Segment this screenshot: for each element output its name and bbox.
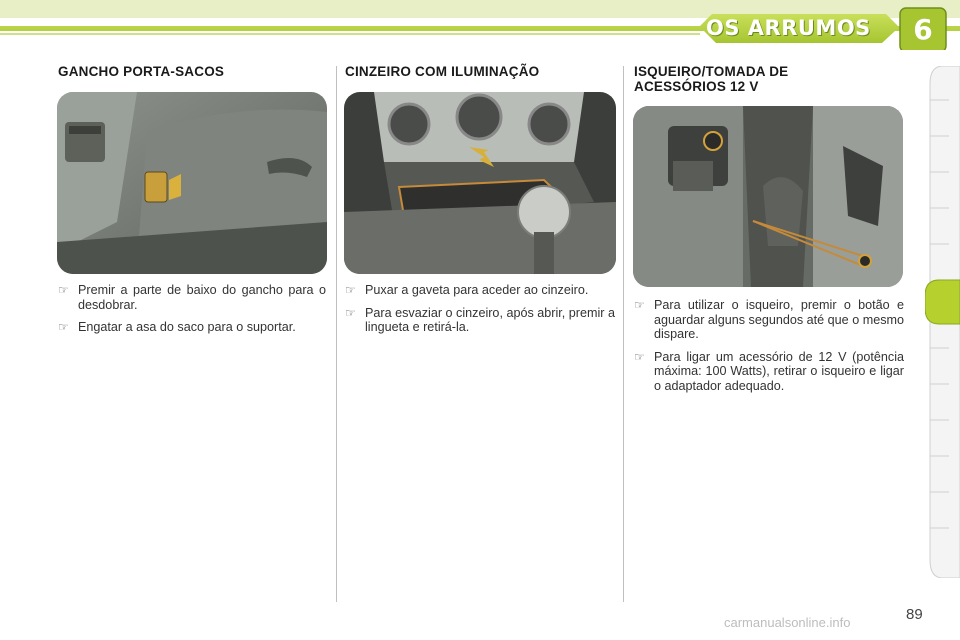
ashtray-photo <box>344 92 616 274</box>
page-number: 89 <box>906 606 923 623</box>
step-item: ☞ Puxar a gaveta para aceder ao cinzeiro. <box>345 283 589 297</box>
chapter-tabs <box>925 66 960 578</box>
step-item: ☞ Para ligar um acessório de 12 V (potência máxima: 100 Watts), retirar o isqueiro e ligar o adaptador adequado. <box>634 349 904 393</box>
pointing-hand-icon: ☞ <box>345 305 356 320</box>
lighter-steps <box>634 298 904 401</box>
ashtray-steps <box>345 283 615 343</box>
section-title-lighter: ISQUEIRO/TOMADA DE ACESSÓRIOS 12 V <box>634 64 789 94</box>
chapter-number: 6 <box>913 13 933 46</box>
bag-hook-steps <box>58 283 326 343</box>
page-title: OS ARRUMOS <box>706 16 871 40</box>
step-item: ☞ Premir a parte de baixo do gancho para o desdobrar. <box>58 283 326 312</box>
cigarette-lighter-photo <box>633 106 903 287</box>
step-item: ☞ Engatar a asa do saco para o suportar. <box>58 320 296 334</box>
watermark: carmanualsonline.info <box>724 615 851 630</box>
pointing-hand-icon: ☞ <box>634 349 645 364</box>
section-title-bag-hook: GANCHO PORTA-SACOS <box>58 64 225 79</box>
pointing-hand-icon: ☞ <box>634 298 645 312</box>
section-title-ashtray: CINZEIRO COM ILUMINAÇÃO <box>345 64 540 79</box>
column-divider <box>336 66 337 602</box>
step-item: ☞ Para esvaziar o cinzeiro, após abrir, premir a lingueta e retirá-la. <box>345 305 615 334</box>
column-divider <box>623 66 624 602</box>
bag-hook-photo <box>57 92 327 274</box>
step-item: ☞ Para utilizar o isqueiro, premir o botão e aguardar alguns segundos até que o mesmo dispare. <box>634 298 904 341</box>
pointing-hand-icon: ☞ <box>345 283 356 297</box>
pointing-hand-icon: ☞ <box>58 320 69 334</box>
pointing-hand-icon: ☞ <box>58 283 69 297</box>
